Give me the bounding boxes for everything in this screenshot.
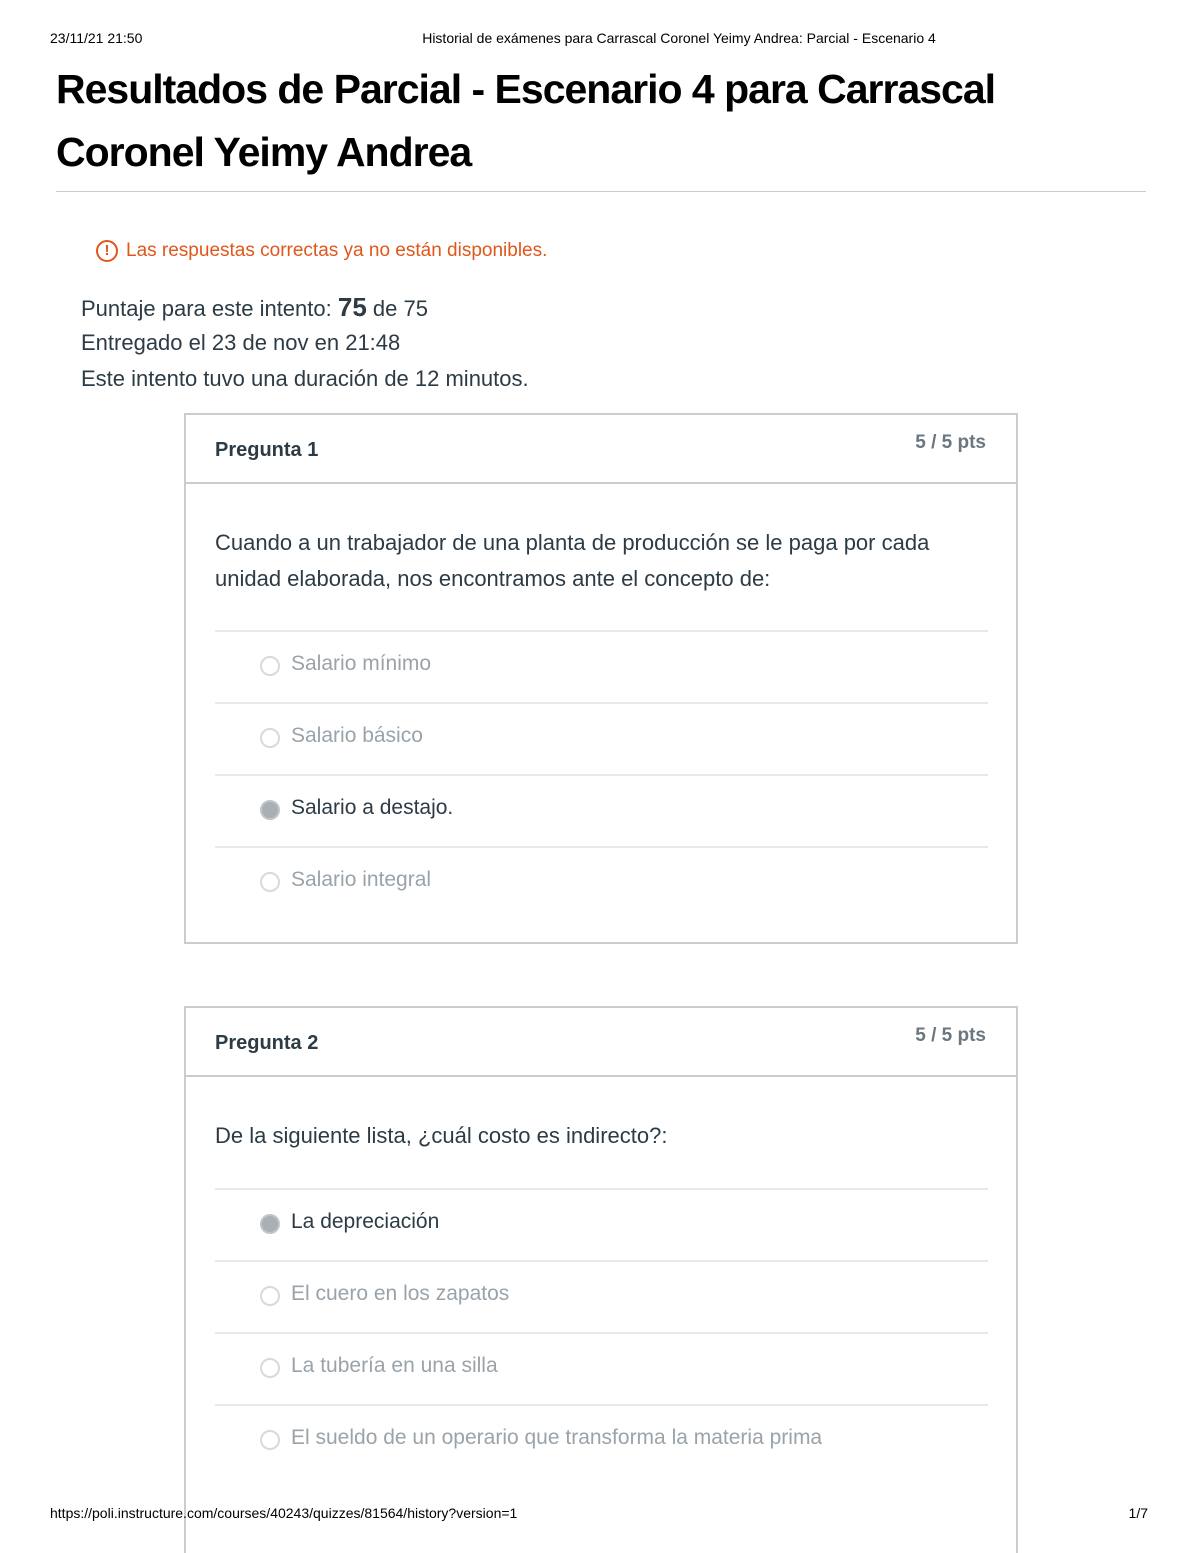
score-total: de 75	[372, 296, 428, 321]
answer-option-selected[interactable]	[215, 774, 988, 846]
duration-line: Este intento tuvo una duración de 12 minutos.	[81, 366, 529, 391]
score-line	[81, 289, 529, 325]
radio-button-icon[interactable]	[260, 1286, 280, 1306]
answer-option[interactable]	[215, 702, 988, 774]
answer-label: Salario a destajo.	[291, 796, 454, 819]
question-text: De la siguiente lista, ¿cuál costo es indirecto?:	[215, 1123, 668, 1148]
print-date: 23/11/21 21:50	[50, 30, 143, 46]
question-points: 5 / 5 pts	[915, 432, 986, 453]
submitted-line: Entregado el 23 de nov en 21:48	[81, 330, 401, 355]
radio-button-icon[interactable]	[260, 1430, 280, 1450]
answer-label: Salario integral	[291, 868, 432, 891]
title-divider	[56, 191, 1146, 192]
answer-option[interactable]	[215, 1332, 988, 1404]
notice-text: Las respuestas correctas ya no están disponibles.	[126, 240, 548, 261]
print-document-title: Historial de exámenes para Carrascal Coronel Yeimy Andrea: Parcial - Escenario 4	[422, 30, 936, 46]
answer-list	[215, 1188, 988, 1476]
radio-button-icon[interactable]	[260, 656, 280, 676]
page-title: Resultados de Parcial - Escenario 4 para Carrascal Coronel Yeimy Andrea	[56, 66, 996, 175]
attempt-summary	[81, 289, 529, 397]
answer-label: El cuero en los zapatos	[291, 1282, 510, 1305]
answer-label: La tubería en una silla	[291, 1354, 498, 1377]
question-text: Cuando a un trabajador de una planta de producción se le paga por cada unidad elaborada, nos encontramos ante el concepto de:	[215, 530, 930, 591]
radio-button-selected-icon[interactable]	[260, 800, 280, 820]
answer-label: Salario básico	[291, 724, 423, 747]
answer-option-selected[interactable]	[215, 1188, 988, 1260]
print-header	[50, 30, 1148, 50]
question-header	[186, 1008, 1016, 1077]
answer-list	[215, 630, 988, 918]
question-title: Pregunta 1	[215, 439, 319, 461]
answer-option[interactable]	[215, 1260, 988, 1332]
answer-label: Salario mínimo	[291, 652, 432, 675]
score-label: Puntaje para este intento:	[81, 296, 332, 321]
question-card-2	[184, 1006, 1018, 1553]
answer-option[interactable]	[215, 630, 988, 702]
page-number: 1/7	[1128, 1505, 1148, 1521]
answers-unavailable-notice	[96, 240, 547, 262]
answer-option[interactable]	[215, 1404, 988, 1476]
print-url: https://poli.instructure.com/courses/40243/quizzes/81564/history?version=1	[50, 1505, 518, 1521]
warning-icon: !	[96, 240, 118, 262]
question-title: Pregunta 2	[215, 1032, 319, 1054]
score-value: 75	[337, 292, 367, 322]
question-header	[186, 415, 1016, 484]
answer-label: La depreciación	[291, 1210, 440, 1233]
radio-button-icon[interactable]	[260, 872, 280, 892]
radio-button-icon[interactable]	[260, 728, 280, 748]
question-points: 5 / 5 pts	[915, 1025, 986, 1046]
question-card-1	[184, 413, 1018, 944]
radio-button-icon[interactable]	[260, 1358, 280, 1378]
answer-option[interactable]	[215, 846, 988, 918]
answer-label: El sueldo de un operario que transforma la materia prima	[291, 1426, 823, 1449]
radio-button-selected-icon[interactable]	[260, 1214, 280, 1234]
